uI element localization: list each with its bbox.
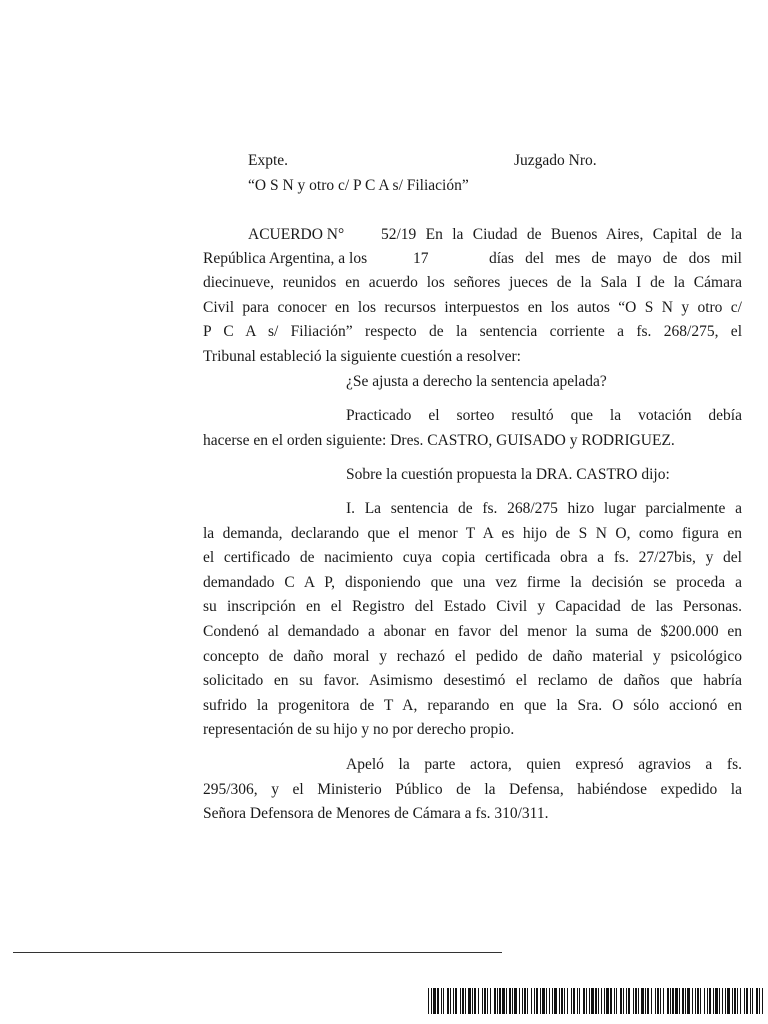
- barcode-bar: [713, 988, 714, 1014]
- barcode-bar: [567, 988, 568, 1014]
- barcode-bar: [620, 988, 622, 1014]
- question-line: ¿Se ajusta a derecho la sentencia apelada?: [346, 373, 607, 390]
- barcode-bar: [700, 988, 701, 1014]
- barcode-bar: [559, 988, 560, 1014]
- p1-line-4: demandado C A P, disponiendo que una vez firme la decisión se proceda a: [203, 574, 742, 591]
- propuesta-line: Sobre la cuestión propuesta la DRA. CASTRO dijo:: [346, 466, 670, 483]
- barcode-bar: [737, 988, 738, 1014]
- barcode-bar: [579, 988, 580, 1014]
- barcode-bar: [472, 988, 473, 1014]
- barcode-bar: [509, 988, 511, 1014]
- barcode-bar: [443, 988, 444, 1014]
- barcode-image: [428, 988, 763, 1014]
- acuerdo-line-1: 52/19 En la Ciudad de Buenos Aires, Capital de la: [381, 226, 742, 243]
- p1-line-5: su inscripción en el Registro del Estado Civil y Capacidad de las Personas.: [203, 598, 742, 615]
- barcode-bar: [506, 988, 507, 1014]
- barcode-bar: [564, 988, 565, 1014]
- barcode-bar: [571, 988, 572, 1014]
- barcode-bar: [672, 988, 674, 1014]
- barcode-bar: [715, 988, 718, 1014]
- barcode-bar: [635, 988, 637, 1014]
- barcode-bar: [685, 988, 686, 1014]
- case-caption: “O S N y otro c/ P C A s/ Filiación”: [248, 177, 469, 194]
- barcode-bar: [725, 988, 726, 1014]
- barcode-bar: [675, 988, 678, 1014]
- barcode-bar: [628, 988, 630, 1014]
- barcode-bar: [586, 988, 587, 1014]
- acuerdo-line-3: diecinueve, reunidos en acuerdo los señores jueces de la Sala I de la Cámara: [203, 274, 742, 291]
- barcode-bar: [647, 988, 649, 1014]
- barcode-bar: [536, 988, 538, 1014]
- barcode-bar: [750, 988, 751, 1014]
- barcode-bar: [428, 988, 429, 1014]
- barcode-bar: [633, 988, 634, 1014]
- p1-line-6: Condenó al demandado a abonar en favor del menor la suma de $200.000 en: [203, 623, 742, 640]
- acuerdo-line-4: Civil para conocer en los recursos interpuestos en los autos “O S N y otro c/: [203, 299, 742, 316]
- barcode-bar: [524, 988, 526, 1014]
- barcode-bar: [591, 988, 594, 1014]
- barcode-bar: [645, 988, 646, 1014]
- barcode-bar: [740, 988, 741, 1014]
- barcode-bar: [762, 988, 763, 1014]
- acuerdo-line-5: P C A s/ Filiación” respecto de la sentencia corriente a fs. 268/275, el: [203, 323, 742, 340]
- barcode-bar: [651, 988, 652, 1014]
- barcode-bar: [573, 988, 575, 1014]
- barcode-bar: [484, 988, 486, 1014]
- acuerdo-line-6: Tribunal estableció la siguiente cuestión a resolver:: [203, 348, 521, 365]
- p1-line-8: solicitado en su favor. Asimismo desestimó el reclamo de daños que habría: [203, 672, 742, 689]
- barcode-bar: [744, 988, 745, 1014]
- barcode-bar: [478, 988, 479, 1014]
- barcode-bar: [522, 988, 523, 1014]
- barcode-bar: [752, 988, 753, 1014]
- barcode-bar: [679, 988, 680, 1014]
- barcode-bar: [453, 988, 454, 1014]
- barcode-bar: [697, 988, 699, 1014]
- barcode-bar: [638, 988, 639, 1014]
- barcode-bar: [468, 988, 471, 1014]
- p1-line-2: la demanda, declarando que el menor T A es hijo de S N O, como figura en: [203, 525, 742, 542]
- barcode-bar: [695, 988, 696, 1014]
- barcode-bar: [531, 988, 532, 1014]
- barcode-bar: [497, 988, 498, 1014]
- p2-line-1: Apeló la parte actora, quien expresó agravios a fs.: [346, 756, 742, 773]
- barcode-bar: [474, 988, 476, 1014]
- barcode-bar: [663, 988, 664, 1014]
- barcode-bar: [660, 988, 661, 1014]
- barcode-bar: [465, 988, 466, 1014]
- barcode-bar: [499, 988, 501, 1014]
- acuerdo-number-label: ACUERDO N°: [248, 226, 345, 243]
- barcode-bar: [441, 988, 442, 1014]
- barcode-bar: [756, 988, 758, 1014]
- barcode-bar: [709, 988, 711, 1014]
- barcode-bar: [595, 988, 597, 1014]
- barcode-bar: [734, 988, 736, 1014]
- barcode-bar: [433, 988, 436, 1014]
- barcode-bar: [616, 988, 617, 1014]
- barcode-bar: [687, 988, 690, 1014]
- barcode-bar: [655, 988, 656, 1014]
- barcode-bar: [490, 988, 491, 1014]
- barcode-bar: [447, 988, 449, 1014]
- barcode-bar: [682, 988, 684, 1014]
- barcode-bar: [482, 988, 483, 1014]
- barcode-bar: [598, 988, 599, 1014]
- acuerdo-line-2c: días del mes de mayo de dos mil: [489, 250, 742, 267]
- barcode-bar: [707, 988, 708, 1014]
- barcode-bar: [460, 988, 461, 1014]
- acuerdo-line-2a: República Argentina, a los: [203, 250, 368, 267]
- sorteo-line-1: Practicado el sorteo resultó que la votación debía: [346, 407, 742, 424]
- barcode-bar: [722, 988, 723, 1014]
- barcode-bar: [727, 988, 730, 1014]
- barcode-bar: [746, 988, 748, 1014]
- barcode-bar: [583, 988, 585, 1014]
- barcode-bar: [577, 988, 578, 1014]
- barcode-bar: [657, 988, 659, 1014]
- barcode-bar: [589, 988, 590, 1014]
- barcode-bar: [502, 988, 505, 1014]
- barcode-bar: [561, 988, 563, 1014]
- barcode-bar: [519, 988, 520, 1014]
- barcode-bar: [512, 988, 513, 1014]
- barcode-bar: [487, 988, 488, 1014]
- barcode-bar: [527, 988, 528, 1014]
- barcode-bar: [610, 988, 612, 1014]
- barcode-bar: [534, 988, 535, 1014]
- barcode-bar: [494, 988, 496, 1014]
- barcode-bar: [549, 988, 550, 1014]
- barcode-bar: [431, 988, 432, 1014]
- sorteo-line-2: hacerse en el orden siguiente: Dres. CASTRO, GUISADO y RODRIGUEZ.: [203, 432, 675, 449]
- barcode-bar: [546, 988, 547, 1014]
- barcode-bar: [542, 988, 545, 1014]
- barcode-bar: [540, 988, 541, 1014]
- footer-divider: [13, 952, 502, 953]
- barcode-bar: [450, 988, 451, 1014]
- barcode-bar: [455, 988, 457, 1014]
- barcode-bar: [623, 988, 624, 1014]
- barcode-bar: [704, 988, 705, 1014]
- barcode-bar: [514, 988, 517, 1014]
- p2-line-3: Señora Defensora de Menores de Cámara a fs. 310/311.: [203, 805, 549, 822]
- p1-line-10: representación de su hijo y no por derecho propio.: [203, 721, 515, 738]
- barcode-bar: [692, 988, 693, 1014]
- expte-label: Expte.: [248, 152, 289, 169]
- p2-line-2: 295/306, y el Ministerio Público de la Defensa, habiéndose expedido la: [203, 781, 742, 798]
- barcode-bar: [614, 988, 615, 1014]
- barcode-bar: [759, 988, 760, 1014]
- barcode-bar: [437, 988, 439, 1014]
- barcode-bar: [552, 988, 553, 1014]
- barcode-bar: [606, 988, 609, 1014]
- barcode-bar: [604, 988, 605, 1014]
- barcode-bar: [601, 988, 602, 1014]
- barcode-bar: [732, 988, 733, 1014]
- p1-line-9: sufrido la progenitora de T A, reparando en que la Sra. O sólo accionó en: [203, 697, 742, 714]
- barcode-bar: [462, 988, 464, 1014]
- p1-line-7: concepto de daño moral y rechazó el pedido de daño material y psicológico: [203, 648, 742, 665]
- barcode-bar: [667, 988, 669, 1014]
- barcode-bar: [719, 988, 720, 1014]
- p1-line-1: I. La sentencia de fs. 268/275 hizo lugar parcialmente a: [346, 500, 742, 517]
- barcode-bar: [626, 988, 627, 1014]
- barcode-bar: [670, 988, 671, 1014]
- juzgado-label: Juzgado Nro.: [514, 152, 597, 169]
- acuerdo-day: 17: [413, 250, 429, 267]
- barcode-bar: [641, 988, 644, 1014]
- barcode-bar: [554, 988, 557, 1014]
- p1-line-3: el certificado de nacimiento cuya copia certificada obra a fs. 27/27bis, y del: [203, 549, 742, 566]
